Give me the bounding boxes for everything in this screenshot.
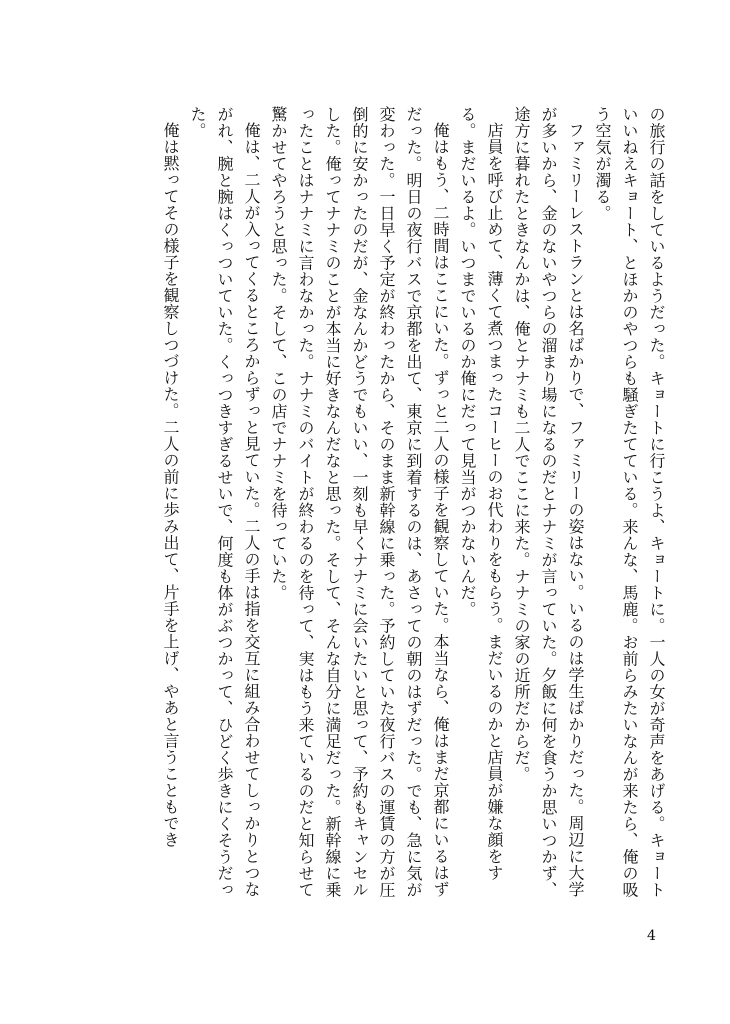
vertical-text-body	[110, 106, 670, 906]
paragraph-5: 俺は、二人が入ってくるところからずっと見ていた。二人の手は指を交互に組み合わせてしっかりとつながれ、腕と腕はくっついていた。くっつきすぎるせいで、何度も体がぶつかって、ひどく歩きにくそうだった。	[188, 106, 261, 898]
page-number: 4	[647, 928, 656, 944]
paragraph-3: 店員を呼び止めて、薄くて煮つまったコーヒーのお代わりをもらう。まだいるのかと店員が嫌な顔をする。まだいるよ。いつまでいるのか俺にだって見当がつかないんだ。	[458, 106, 504, 881]
paragraph-2: ファミリーレストランとは名ばかりで、ファミリーの姿はない。いるのは学生ばかりだった。周辺に大学が多いから、金のないやつらの溜まり場になるのだとナナミが言っていた。夕飯に何を食うか思いつかず、途方に暮れたときなんかは、俺とナナミも二人でここに来た。ナナミの家の近所だからだ。	[512, 106, 585, 898]
paragraph-4: 俺はもう、二時間はここにいた。ずっと二人の様子を観察していた。本当なら、俺はまだ京都にいるはずだった。明日の夜行バスで京都を出て、東京に到着するのは、あさっての朝のはずだった。でも、急に気が変わった。一日早く予定が終わったから、そのまま新幹線に乗った。予約していた夜行バスの運賃の方が圧倒的に安かったのだが、金なんかどうでもいい、一刻も早くナナミに会いたいと思って、予約もキャンセルした。俺ってナナミのことが本当に好きなんだなと思った。そして、そんな自分に満足だった。新幹線に乗ったことはナナミに言わなかった。ナナミのバイトが終わるのを待って、実はもう来ているのだと知らせて驚かせてやろうと思った。そして、この店でナナミを待っていた。	[269, 106, 450, 898]
paragraph-1: の旅行の話をしているようだった。キョートに行こうよ、キョートに。一人の女が奇声をあげる。キョートいいねえキョート、とほかのやつらも騒ぎたてている。来んな、馬鹿。お前らみたいなんが来たら、俺の吸う空気が濁る。	[593, 106, 666, 898]
paragraph-6: 俺は黙ってその様子を観察しつづけた。二人の前に歩み出て、片手を上げ、やあと言うこともでき	[161, 122, 180, 848]
